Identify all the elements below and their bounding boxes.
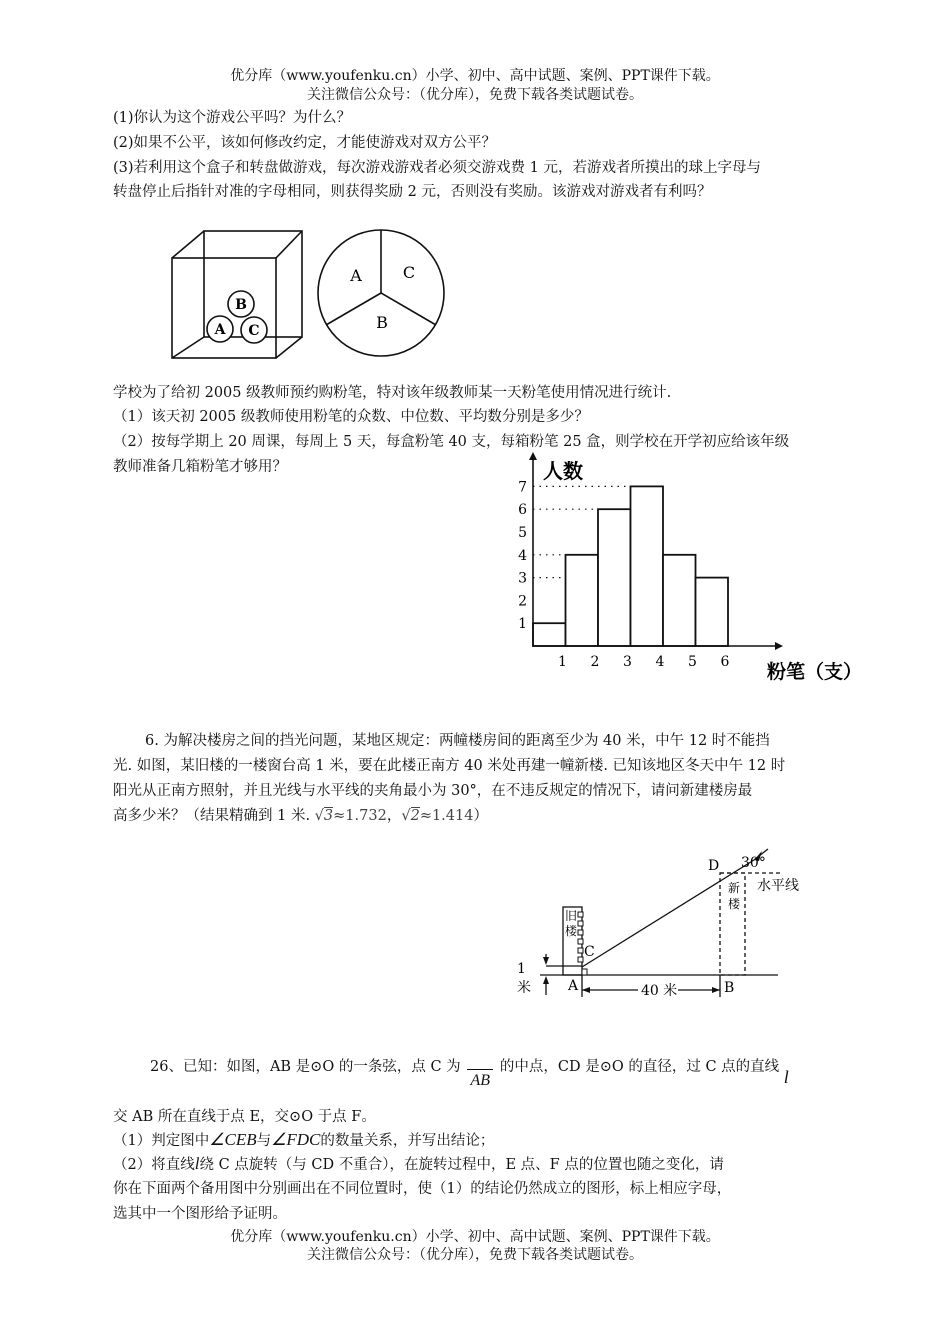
chalk-question-2b: 教师准备几箱粉笔才够用？ [113, 459, 287, 475]
y-tick-4: 4 [518, 547, 527, 564]
bar-3 [598, 509, 631, 646]
q26-line-1b: 的中点，CD 是⊙O 的直径，过 C 点的直线 [499, 1059, 780, 1075]
q6-line-3: 阳光从正南方照射，并且光线与水平线的夹角最小为 30°，在不违反规定的情况下，请问新建楼房最 [113, 783, 753, 799]
dist-arrow-left [582, 987, 590, 993]
q26-line-1 [150, 1057, 789, 1091]
dist-arrow-right [712, 987, 720, 993]
horizontal-label: 水平线 [757, 878, 799, 894]
building-figure [510, 845, 800, 1005]
q6-line-1: 6. 为解决楼房之间的挡光问题，某地区规定：两幢楼房间的距离至少为 40 米，中午 12 时不能挡 [145, 733, 770, 749]
angle-label: 30° [741, 855, 766, 871]
q26-line-1a: 26、已知：如图，AB 是⊙O 的一条弦，点 C 为 [150, 1059, 461, 1075]
game-question-3a: (3)若利用这个盒子和转盘做游戏，每次游戏游戏者必须交游戏费 1 元，若游戏者所摸出的球上字母与 [113, 160, 761, 176]
point-b-label: B [724, 980, 735, 996]
ball-a-label: A [214, 322, 226, 338]
chalk-intro: 学校为了给初 2005 级教师预约购粉笔，特对该年级教师某一天粉笔使用情况进行统计. [113, 385, 672, 401]
chalk-question-1: （1）该天初 2005 级教师使用粉笔的众数、中位数、平均数分别是多少？ [113, 409, 589, 425]
old-bldg-char-1: 旧 [565, 909, 578, 923]
height-label-meter: 米 [517, 980, 531, 996]
close-paren: ） [473, 808, 488, 824]
q6-line-2: 光. 如图，某旧楼的一楼窗台高 1 米，要在此楼正南方 40 米处再建一幢新楼. 已知该地区冬天中午 12 时 [113, 758, 786, 774]
distance-label: 40 米 [641, 983, 678, 999]
ball-b-label: B [235, 297, 247, 313]
x-axis-label: 粉笔（支） [767, 661, 863, 683]
point-c-label: C [584, 944, 595, 960]
separator: ， [386, 808, 402, 824]
game-question-2: (2)如果不公平，该如何修改约定，才能使游戏对双方公平？ [113, 135, 497, 151]
x-axis-arrow [775, 642, 783, 650]
header-line-2: 关注微信公众号：（优分库），免费下载各类试题试卷。 [307, 87, 643, 103]
arc-ab: AB [465, 1071, 495, 1091]
point-d-label: D [708, 858, 720, 874]
q6-line-4-text: 高多少米？（结果精确到 1 米. [113, 808, 311, 824]
y-tick-1: 1 [518, 616, 527, 633]
y-tick-6: 6 [518, 502, 527, 519]
spinner-label-c: C [402, 263, 416, 282]
y-tick-3: 3 [518, 570, 527, 587]
chalk-histogram [505, 450, 885, 690]
x-tick-3: 3 [623, 654, 632, 670]
spinner-label-a: A [350, 266, 362, 285]
sqrt-2: √2 [401, 808, 420, 824]
header-line-1: 优分库（www.youfenku.cn）小学、初中、高中试题、案例、PPT课件下载。 [230, 68, 720, 84]
y-axis-arrow [529, 452, 537, 460]
y-tick-5: 5 [518, 525, 527, 541]
bar-1 [533, 623, 566, 646]
height-arrow-bottom [543, 976, 549, 984]
angle-fdc: ∠FDC [271, 1130, 321, 1149]
spinner-label-b: B [376, 313, 388, 332]
q26-line-6: 选其中一个图形给予证明。 [113, 1206, 287, 1222]
new-bldg-char-2: 楼 [728, 897, 741, 911]
bar-2 [566, 555, 599, 646]
bar-6 [696, 578, 729, 646]
bar-5 [663, 555, 696, 646]
box-and-spinner-figure [160, 222, 460, 367]
angle-ceb: ∠CEB [209, 1130, 257, 1149]
x-tick-4: 4 [655, 654, 665, 670]
footer-line-1: 优分库（www.youfenku.cn）小学、初中、高中试题、案例、PPT课件下载。 [230, 1229, 720, 1245]
old-bldg-char-2: 楼 [565, 924, 578, 938]
point-a-label: A [568, 978, 579, 994]
approx-2: ≈1.414 [419, 808, 474, 824]
y-axis-label: 人数 [543, 459, 583, 483]
height-arrow-top [543, 957, 549, 965]
y-tick-7: 7 [518, 479, 527, 496]
light-ray [582, 860, 754, 967]
q26-line-5: 你在下面两个备用图中分别画出在不同位置时，使（1）的结论仍然成立的图形，标上相应字母， [113, 1181, 732, 1197]
ball-c-label: C [248, 323, 260, 339]
bar-4 [631, 486, 664, 646]
line-l-symbol: l [783, 1067, 789, 1087]
game-question-1: (1)你认为这个游戏公平吗？为什么？ [113, 110, 352, 126]
q26-line-4: （2）将直线l绕 C 点旋转（与 CD 不重合），在旋转过程中，E 点、F 点的位置也随之变化，请 [113, 1154, 724, 1173]
approx-3: ≈1.732 [333, 808, 387, 824]
footer-line-2: 关注微信公众号：（优分库），免费下载各类试题试卷。 [307, 1247, 643, 1263]
height-label-1: 1 [517, 961, 526, 977]
sqrt-3: √3 [314, 808, 334, 824]
new-bldg-char-1: 新 [728, 881, 741, 895]
x-tick-2: 2 [590, 654, 600, 670]
x-tick-5: 5 [688, 654, 697, 670]
q6-line-4 [113, 806, 488, 826]
x-tick-6: 6 [720, 654, 730, 670]
spinner [318, 230, 444, 356]
y-tick-2: 2 [518, 593, 527, 610]
x-tick-1: 1 [558, 654, 567, 670]
q26-line-3: （1）判定图中∠CEB与∠FDC的数量关系，并写出结论； [113, 1130, 495, 1149]
line-l-symbol-2: l [194, 1154, 200, 1173]
q26-line-2: 交 AB 所在直线于点 E，交⊙O 于点 F。 [113, 1109, 376, 1125]
game-question-3b: 转盘停止后指针对准的字母相同，则获得奖励 2 元，否则没有奖励。该游戏对游戏者有利吗？ [113, 184, 712, 200]
chalk-question-2a: （2）按每学期上 20 周课，每周上 5 天，每盒粉笔 40 支，每箱粉笔 25 盒，则学校在开学初应给该年级 [113, 434, 790, 450]
